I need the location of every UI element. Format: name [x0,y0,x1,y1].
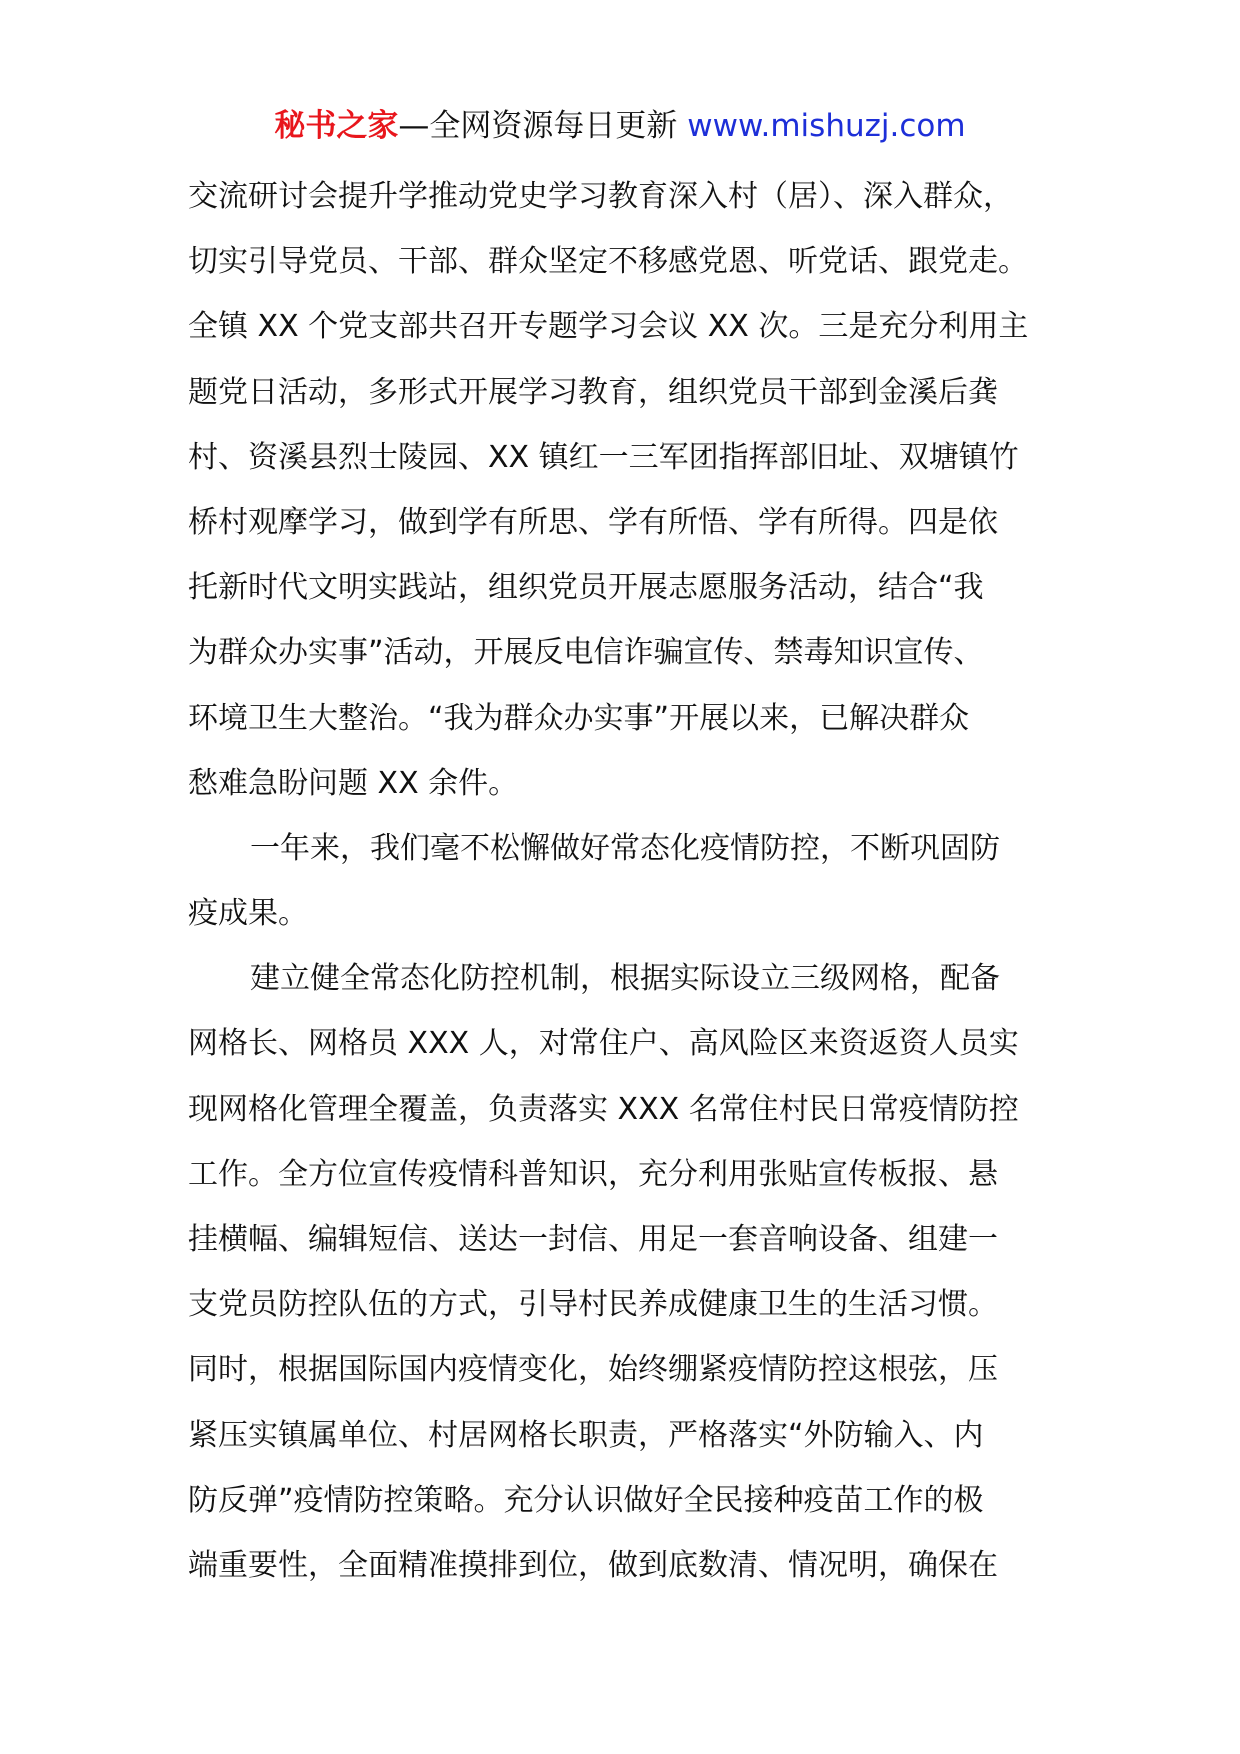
paragraph-line: 一年来，我们毫不松懈做好常态化疫情防控，不断巩固防 [250,830,1000,866]
paragraph-line: 托新时代文明实践站，组织党员开展志愿服务活动，结合“我 [188,570,984,606]
paragraph-line: 现网格化管理全覆盖，负责落实 XXX 名常住村民日常疫情防控 [188,1091,1019,1127]
paragraph-line: 愁难急盼问题 XX 余件。 [188,765,519,801]
paragraph-line: 同时，根据国际国内疫情变化，始终绷紧疫情防控这根弦，压 [188,1352,998,1388]
paragraph-line: 为群众办实事”活动，开展反电信诈骗宣传、禁毒知识宣传、 [188,635,984,671]
site-header [0,104,1240,148]
paragraph-line: 疫成果。 [188,896,308,932]
document-body [188,164,1068,1598]
paragraph-line: 网格长、网格员 XXX 人，对常住户、高风险区来资返资人员实 [188,1026,1019,1062]
paragraph-line: 支党员防控队伍的方式，引导村民养成健康卫生的生活习惯。 [188,1287,998,1323]
paragraph-line: 桥村观摩学习，做到学有所思、学有所悟、学有所得。四是依 [188,504,998,540]
paragraph-line: 环境卫生大整治。“我为群众办实事”开展以来，已解决群众 [188,700,970,736]
paragraph-line: 全镇 XX 个党支部共召开专题学习会议 XX 次。三是充分利用主 [188,309,1029,345]
paragraph-line: 端重要性，全面精准摸排到位，做到底数清、情况明，确保在 [188,1547,998,1583]
brand-name: 秘书之家 [274,108,399,144]
paragraph-line: 村、资溪县烈士陵园、XX 镇红一三军团指挥部旧址、双塘镇竹 [188,439,1019,475]
header-tagline: —全网资源每日更新 [398,108,678,144]
paragraph-line: 防反弹”疫情防控策略。充分认识做好全民接种疫苗工作的极 [188,1482,984,1518]
paragraph-line: 切实引导党员、干部、群众坚定不移感党恩、听党话、跟党走。 [188,244,1028,280]
site-url-link[interactable]: www.mishuzj.com [687,108,966,144]
paragraph-line: 交流研讨会提升学推动党史学习教育深入村（居）、深入群众， [188,179,1013,214]
paragraph-line: 建立健全常态化防控机制，根据实际设立三级网格，配备 [250,961,1000,997]
paragraph-line: 紧压实镇属单位、村居网格长职责，严格落实“外防输入、内 [188,1417,984,1453]
paragraph-line: 工作。全方位宣传疫情科普知识，充分利用张贴宣传板报、悬 [188,1156,998,1192]
paragraph-line: 题党日活动，多形式开展学习教育，组织党员干部到金溪后龚 [188,374,998,410]
paragraph-line: 挂横幅、编辑短信、送达一封信、用足一套音响设备、组建一 [188,1222,998,1257]
